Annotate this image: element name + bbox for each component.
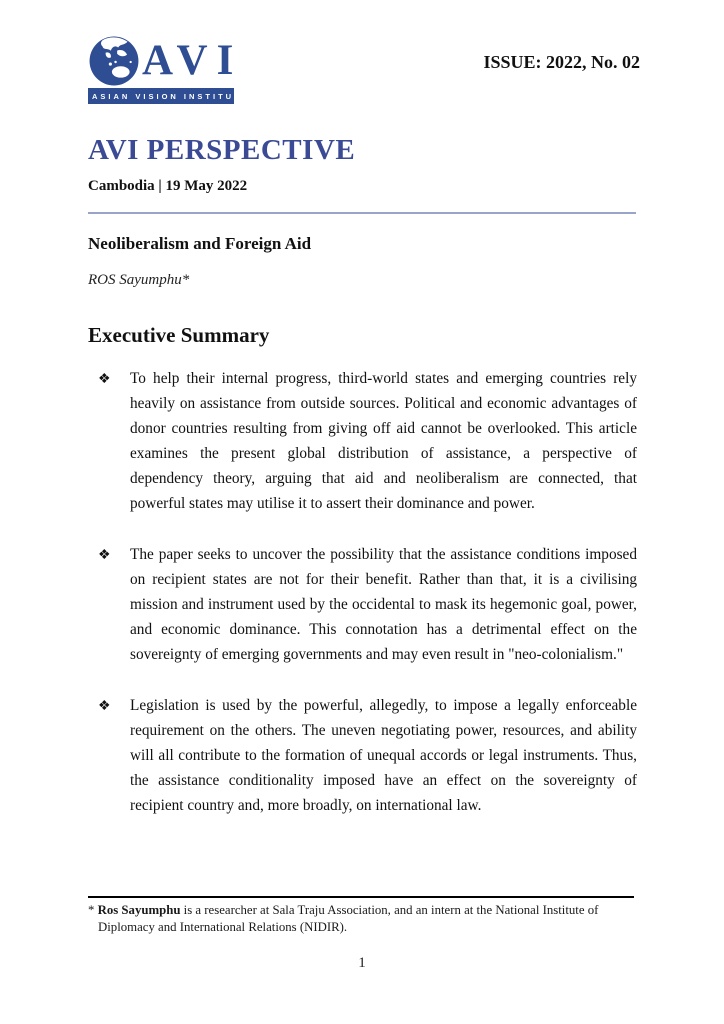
list-item — [88, 542, 637, 667]
avi-logo-row — [88, 35, 243, 87]
diamond-bullet-icon: ❖ — [98, 372, 111, 387]
avi-logo-acronym: AVI — [142, 37, 243, 84]
footnote — [88, 902, 644, 935]
page-header — [0, 0, 724, 104]
avi-logo — [88, 35, 250, 104]
diamond-bullet-icon: ❖ — [98, 699, 111, 714]
executive-summary-list — [88, 366, 637, 818]
footnote-divider — [88, 896, 634, 898]
article-author: ROS Sayumphu* — [88, 272, 190, 288]
footnote-author-name: Ros Sayumphu — [97, 903, 181, 917]
article-title: Neoliberalism and Foreign Aid — [88, 234, 312, 253]
list-item — [88, 693, 637, 818]
masthead-divider — [88, 212, 636, 214]
list-item-text: The paper seeks to uncover the possibility that the assistance conditions imposed on recipient states are not for their benefit. Rather than that, it is a civilising mission and instrument used by the occidental to mask its hegemonic goal, power, and economic dominance. This connotation has a detrimental effect on the sovereignty of emerging governments and may even result in "neo-colonialism." — [130, 546, 637, 663]
article — [0, 234, 724, 818]
globe-asia-icon — [88, 35, 140, 87]
list-item — [88, 366, 637, 516]
dateline: Cambodia | 19 May 2022 — [88, 178, 248, 194]
avi-logo-tagline: ASIAN VISION INSTITUTE — [88, 88, 234, 104]
publication-title: AVI PERSPECTIVE — [88, 134, 356, 166]
footnote-text: is a researcher at Sala Traju Association, and an intern at the National Institute of Diplomacy and International Relations (NIDIR). — [98, 903, 599, 934]
footnote-area — [88, 896, 637, 935]
page-number: 1 — [358, 955, 366, 971]
footnote-marker: * — [88, 903, 98, 917]
list-item-text: Legislation is used by the powerful, allegedly, to impose a legally enforceable requirement on the others. The uneven negotiating power, resources, and ability will all contribute to the formation of unequal accords or legal instruments. Thus, the assistance conditionality imposed have an effect on the sovereignty of recipient country and, more broadly, on international law. — [130, 697, 637, 814]
list-item-text: To help their internal progress, third-world states and emerging countries rely heavily on assistance from outside sources. Political and economic advantages of donor countries resulting from giving off aid cannot be overlooked. This article examines the present global distribution of assistance, a perspective of dependency theory, arguing that aid and neoliberalism are connected, that powerful states may utilise it to assert their dominance and power. — [130, 370, 637, 512]
issue-label: ISSUE: 2022, No. 02 — [483, 52, 640, 72]
section-heading-executive-summary: Executive Summary — [88, 323, 270, 347]
masthead — [0, 134, 724, 214]
diamond-bullet-icon: ❖ — [98, 548, 111, 563]
